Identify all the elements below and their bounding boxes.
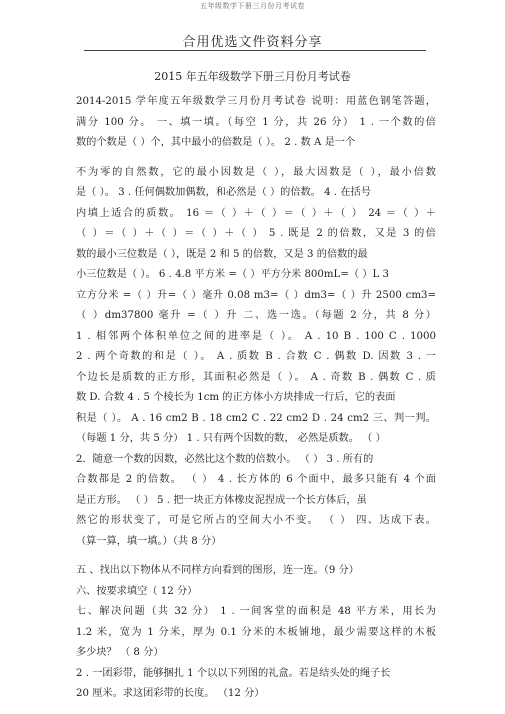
body-line: 不为零的自然数，它的最小因数是（ ），最大因数是（ ），最小倍数 [76,166,436,178]
body-line: 六、按要求填空（ 12 分） [76,585,198,597]
body-line: 2 . 两个奇数的和是（ ）。 A . 质数 B . 合数 C . 偶数 D. 因数 3 . 一 [76,351,436,362]
body-line: 五 、找出以下物体从不同样方向看到的图形，连一连。（9 分） [76,565,359,576]
body-line: （每题 1 分，共 5 分） 1 . 只有两个因数的数， 必然是质数。 （ ） [76,433,386,444]
body-line: 是（ ）。 3 . 任何偶数加偶数，和必然是（ ）的倍数。 4 . 在括号 [76,187,371,198]
body-line: 20 厘米。求这团彩带的长度。 （12 分） [76,688,265,699]
body-line: （ ）dm37800 毫升 =（ ）升 二、选一选。（每题 2 分，共 8 分） [76,310,436,321]
body-line: 数的个数是（ ）个，其中最小的倍数是（ ）。 2 . 数 A 是一个 [76,137,356,148]
running-header: 五年级数学下册三月份月考试卷 [200,2,305,10]
body-line: 内填上适合的质数。 16 ＝（ ）＋（ ）＝（ ）＋（ ） 24 ＝（ ）＋ [76,207,436,219]
body-line: 多少块？ （ 8 分） [76,647,164,658]
body-line: 积是（ ）。 A . 16 cm2 B . 18 cm2 C . 22 cm2 D . 24 cm2 三、判一判。 [76,412,436,424]
body-line: 2014-2015 学年度五年级数学三月份月考试卷 说明：用蓝色钢笔答题， [76,96,436,107]
body-line: 1 . 相邻两个体积单位之间的进率是（ ）。 A . 10 B . 100 C . 1000 [76,330,436,342]
exam-body [76,92,436,705]
body-line: 2．随意一个数的因数，必然比这个数的倍数小。 （ ） 3 . 所有的 [76,453,374,465]
body-line: 七、解决问题（共 32 分） 1 . 一间客堂的面积是 48 平方米，用长为 [76,606,436,617]
share-title: 合用优选文件资料分享 [182,35,323,50]
body-line: 是正方形。 （ ） 5 . 把一块正方体橡皮泥捏成一个长方体后，虽 [76,494,367,506]
body-line: （ ）＝（ ）＋（ ）＝（ ）＋（ ） 5 . 既是 2 的倍数，又是 3 的倍 [76,228,436,239]
header-divider [84,50,426,51]
body-line: 立方分米 =（ ）升=（ ）毫升 0.08 m3=（ ）dm3=（ ）升 2500 cm3= [76,289,436,301]
body-line: 数 D. 合数 4 . 5 个棱长为 1cm 的正方体小方块排成一行后，它的表面 [76,392,396,403]
body-line: 小三位数是（ ）。 6 . 4.8 平方米 =（ ）平方分米 800mL=（ ）L 3 [76,269,389,280]
body-line: （算一算，填一填。）（共 8 分） [76,535,222,547]
body-line: 然它的形状变了，可是它所占的空间大小不变。 （ ） 四、达成下表。 [76,515,436,526]
body-line: 数的最小三位数是（ ），既是 2 和 5 的倍数，又是 3 的倍数的最 [76,248,368,260]
body-line: 个边长是质数的正方形，其面积必然是（ ）。 A . 奇数 B . 偶数 C . 质 [76,371,436,383]
paragraph-gap [76,154,436,163]
body-line: 合数都是 2 的倍数。 （ ） 4 . 长方体的 6 个面中，最多只能有 4 个面 [76,474,436,485]
body-line: 满分 100 分。 一、填一填。（每空 1 分，共 26 分） 1 . 一个数的倍 [76,116,436,128]
body-line: 1.2 米，宽为 1 分米，厚为 0.1 分米的木板铺地，最少需要这样的木板 [76,626,436,638]
document-title: 2015 年五年级数学下册三月份月考试卷 [154,70,351,83]
body-line: 2 . 一团彩带，能够捆扎 1 个以以下列图的礼盒。若是结头处的绳子长 [76,667,391,679]
paragraph-gap [76,552,436,561]
